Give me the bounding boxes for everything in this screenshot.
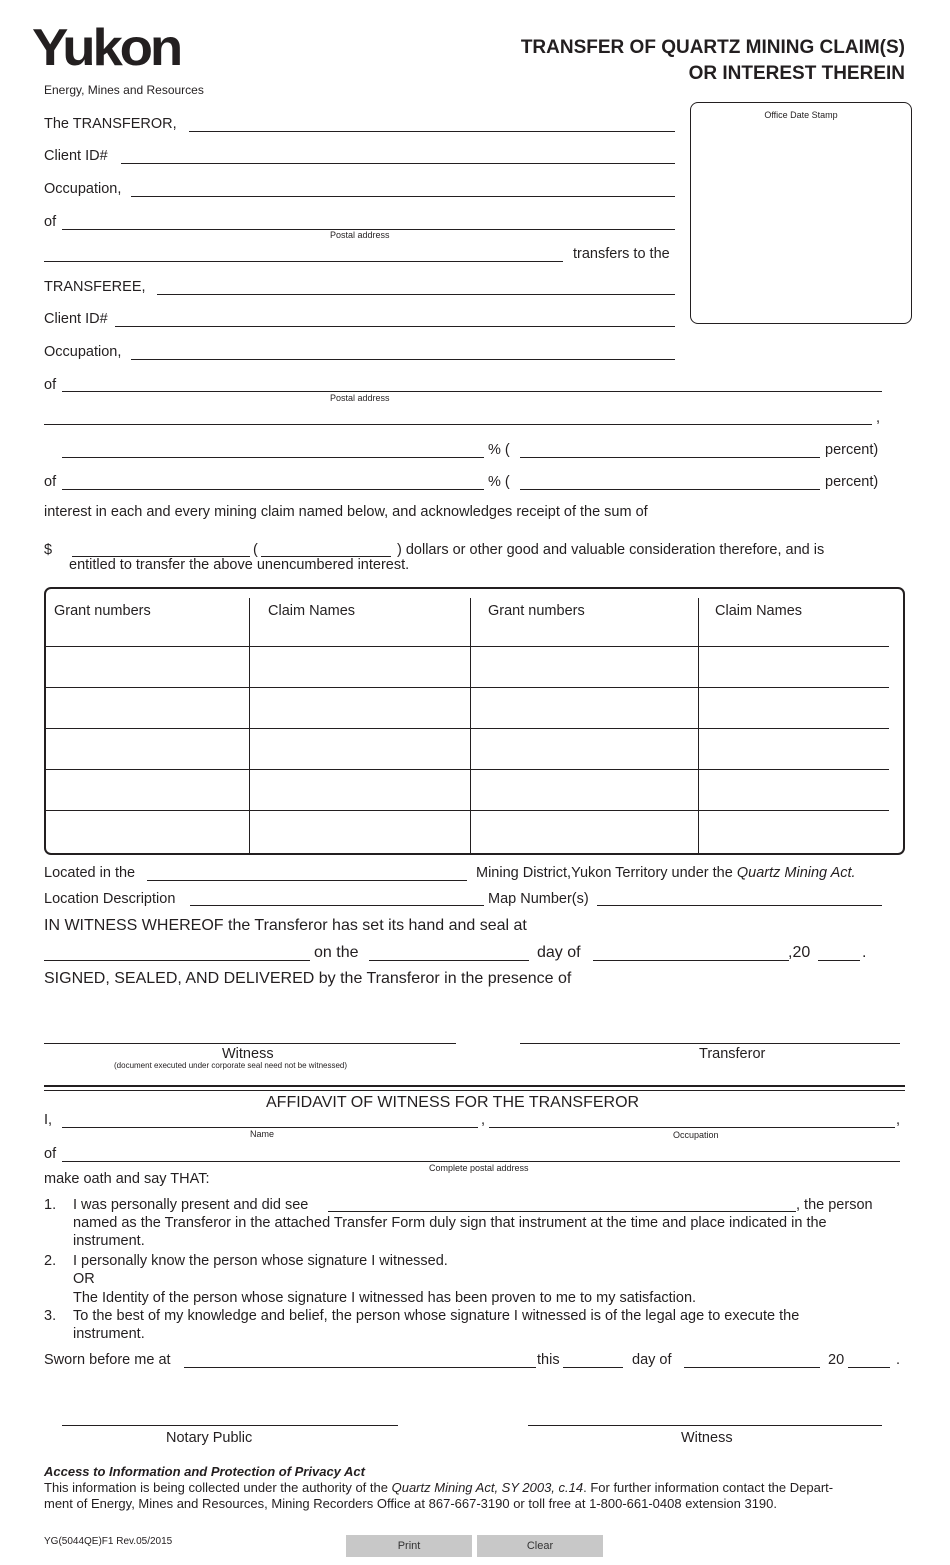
- table-row[interactable]: [46, 687, 889, 688]
- privacy-line-1-b: . For further information contact the Depart-: [583, 1480, 834, 1495]
- percent-words-field-2[interactable]: [520, 489, 820, 490]
- item-1-text-a: I was personally present and did see: [73, 1197, 309, 1213]
- privacy-act-name: Quartz Mining Act, SY 2003, c.14: [391, 1480, 584, 1495]
- witness-note: (document executed under corporate seal need not be witnessed): [114, 1061, 348, 1070]
- transferee-client-id-field[interactable]: [115, 326, 675, 327]
- sworn-month-field[interactable]: [684, 1367, 820, 1368]
- grant-numbers-header-2: Grant numbers: [488, 603, 585, 619]
- mining-district-text: [476, 865, 856, 881]
- percent-open-1: % (: [488, 442, 510, 458]
- transferor-label: The TRANSFEROR,: [44, 116, 177, 132]
- witness-caption: Witness: [222, 1046, 274, 1062]
- sworn-this-label: this: [537, 1352, 560, 1368]
- item-3-number: 3.: [44, 1308, 57, 1324]
- office-date-stamp-label: Office Date Stamp: [764, 110, 838, 120]
- location-description-field[interactable]: [190, 905, 484, 906]
- affidavit-name-caption: Name: [250, 1129, 275, 1139]
- transferor-occupation-label: Occupation,: [44, 181, 122, 197]
- signed-month-field[interactable]: [593, 960, 789, 961]
- transferee-of-label: of: [44, 377, 57, 393]
- column-divider: [249, 598, 250, 853]
- item-1-text-d: instrument.: [73, 1233, 145, 1249]
- sworn-day-field[interactable]: [563, 1367, 623, 1368]
- transferee-occupation-field[interactable]: [131, 359, 675, 360]
- privacy-line-1: [44, 1480, 833, 1495]
- form-title-line1: TRANSFER OF QUARTZ MINING CLAIM(S): [520, 37, 905, 58]
- percent-of-label: of: [44, 474, 57, 490]
- transferee-address-field[interactable]: [62, 391, 882, 392]
- grant-numbers-header-1: Grant numbers: [54, 603, 151, 619]
- transferor-name-field[interactable]: [189, 131, 675, 132]
- column-divider: [470, 598, 471, 853]
- transferee-label: TRANSFEREE,: [44, 279, 146, 295]
- affidavit-comma-1: ,: [481, 1112, 486, 1128]
- item-2-text-b: The Identity of the person whose signature I witnessed has been proven to me to my satisfaction.: [73, 1290, 697, 1306]
- signed-at-place-field[interactable]: [44, 960, 310, 961]
- item-1-text-b: , the person: [796, 1197, 873, 1213]
- department-name: Energy, Mines and Resources: [44, 83, 204, 97]
- notary-signature-field[interactable]: [62, 1425, 398, 1426]
- dollar-sign: $: [44, 542, 53, 558]
- entitled-text: entitled to transfer the above unencumbered interest.: [69, 557, 410, 573]
- transferee-postal-address-caption: Postal address: [330, 393, 390, 403]
- print-button[interactable]: Print: [346, 1535, 472, 1557]
- section-divider: [44, 1085, 905, 1087]
- witnessed-person-field[interactable]: [328, 1211, 796, 1212]
- percent-close-2: percent): [825, 474, 879, 490]
- affidavit-title: AFFIDAVIT OF WITNESS FOR THE TRANSFEROR: [266, 1094, 640, 1111]
- sworn-before-label: Sworn before me at: [44, 1352, 171, 1368]
- affidavit-name-field[interactable]: [62, 1127, 478, 1128]
- percent-close-1: percent): [825, 442, 879, 458]
- yukon-logo: Yukon: [32, 19, 181, 77]
- witness-signature-field[interactable]: [44, 1043, 456, 1044]
- interest-statement: interest in each and every mining claim named below, and acknowledges receipt of the sum of: [44, 504, 648, 520]
- quartz-mining-act-name: Quartz Mining Act.: [736, 865, 856, 881]
- item-3-text-b: instrument.: [73, 1326, 145, 1342]
- form-id: YG(5044QE)F1 Rev.05/2015: [44, 1536, 173, 1547]
- affidavit-occupation-field[interactable]: [489, 1127, 895, 1128]
- transferor-client-id-field[interactable]: [121, 163, 675, 164]
- transferee-address-comma: ,: [876, 410, 881, 426]
- transferor-occupation-field[interactable]: [131, 196, 675, 197]
- transferor-of-label: of: [44, 214, 57, 230]
- item-2-text-a: I personally know the person whose signature I witnessed.: [73, 1253, 448, 1269]
- notary-caption: Notary Public: [166, 1430, 253, 1446]
- mining-district-label: Mining District,Yukon Territory under the: [476, 865, 733, 881]
- make-oath-text: make oath and say THAT:: [44, 1171, 210, 1187]
- transfers-to-label: transfers to the: [573, 246, 670, 262]
- transferor-caption: Transferor: [699, 1046, 766, 1062]
- located-in-field[interactable]: [147, 880, 467, 881]
- section-divider: [44, 1090, 905, 1091]
- affidavit-witness-caption: Witness: [681, 1430, 733, 1446]
- claims-table: [44, 587, 905, 855]
- column-divider: [698, 598, 699, 853]
- affidavit-address-field[interactable]: [62, 1161, 900, 1162]
- signed-year-field[interactable]: [818, 960, 860, 961]
- affidavit-i-label: I,: [44, 1112, 53, 1128]
- transferor-address-line2-field[interactable]: [44, 261, 563, 262]
- affidavit-postal-caption: Complete postal address: [429, 1163, 529, 1173]
- table-row[interactable]: [46, 769, 889, 770]
- affidavit-of-label: of: [44, 1146, 57, 1162]
- item-1-number: 1.: [44, 1197, 57, 1213]
- transferor-client-id-label: Client ID#: [44, 148, 108, 164]
- privacy-line-1-a: This information is being collected under the authority of the: [44, 1480, 388, 1495]
- located-in-label: Located in the: [44, 865, 136, 881]
- map-numbers-field[interactable]: [597, 905, 882, 906]
- table-row[interactable]: [46, 728, 889, 729]
- affidavit-witness-signature-field[interactable]: [528, 1425, 882, 1426]
- signed-day-field[interactable]: [369, 960, 529, 961]
- sworn-place-field[interactable]: [184, 1367, 536, 1368]
- in-witness-whereof: IN WITNESS WHEREOF the Transferor has set its hand and seal at: [44, 917, 527, 934]
- affidavit-occupation-caption: Occupation: [673, 1130, 719, 1140]
- year-period: .: [862, 944, 867, 961]
- item-2-or: OR: [73, 1271, 95, 1287]
- form-title-line2: OR INTEREST THEREIN: [688, 63, 905, 84]
- year-prefix: ,20: [788, 944, 811, 961]
- map-numbers-label: Map Number(s): [488, 891, 589, 907]
- transferee-address-line2-field[interactable]: [44, 424, 872, 425]
- sworn-day-of-label: day of: [632, 1352, 672, 1368]
- claim-names-header-2: Claim Names: [715, 603, 803, 619]
- transferor-postal-address-caption: Postal address: [330, 230, 390, 240]
- dollars-consideration-text: ) dollars or other good and valuable consideration therefore, and is: [397, 542, 825, 558]
- transferor-signature-field[interactable]: [520, 1043, 900, 1044]
- item-1-text-c: named as the Transferor in the attached Transfer Form duly sign that instrument at the time and place indicated in the: [73, 1215, 827, 1231]
- transferee-client-id-label: Client ID#: [44, 311, 108, 327]
- percent-open-2: % (: [488, 474, 510, 490]
- transferee-occupation-label: Occupation,: [44, 344, 122, 360]
- item-2-number: 2.: [44, 1253, 57, 1269]
- item-3-text-a: To the best of my knowledge and belief, the person whose signature I witnessed is of the legal age to execute the: [73, 1308, 800, 1324]
- signed-sealed-delivered: SIGNED, SEALED, AND DELIVERED by the Transferor in the presence of: [44, 970, 572, 987]
- percent-words-field-1[interactable]: [520, 457, 820, 458]
- claim-names-header-1: Claim Names: [268, 603, 356, 619]
- office-date-stamp-box: [690, 102, 912, 324]
- clear-button[interactable]: Clear: [477, 1535, 603, 1557]
- sworn-year-field[interactable]: [848, 1367, 890, 1368]
- sworn-year-prefix: 20: [828, 1352, 845, 1368]
- privacy-line-2: ment of Energy, Mines and Resources, Mining Recorders Office at 867-667-3190 or toll free at 1-800-661-0408 extension 3190.: [44, 1496, 777, 1511]
- on-the-label: on the: [314, 944, 359, 961]
- location-description-label: Location Description: [44, 891, 176, 907]
- affidavit-comma-2: ,: [896, 1112, 901, 1128]
- day-of-label: day of: [537, 944, 581, 961]
- privacy-heading: Access to Information and Protection of Privacy Act: [44, 1464, 365, 1479]
- transferee-name-field[interactable]: [157, 294, 675, 295]
- percent-field-2[interactable]: [62, 489, 484, 490]
- table-row[interactable]: [46, 646, 889, 647]
- sworn-period: .: [896, 1352, 901, 1368]
- table-row[interactable]: [46, 810, 889, 811]
- amount-paren-open: (: [253, 542, 258, 558]
- percent-field-1[interactable]: [62, 457, 484, 458]
